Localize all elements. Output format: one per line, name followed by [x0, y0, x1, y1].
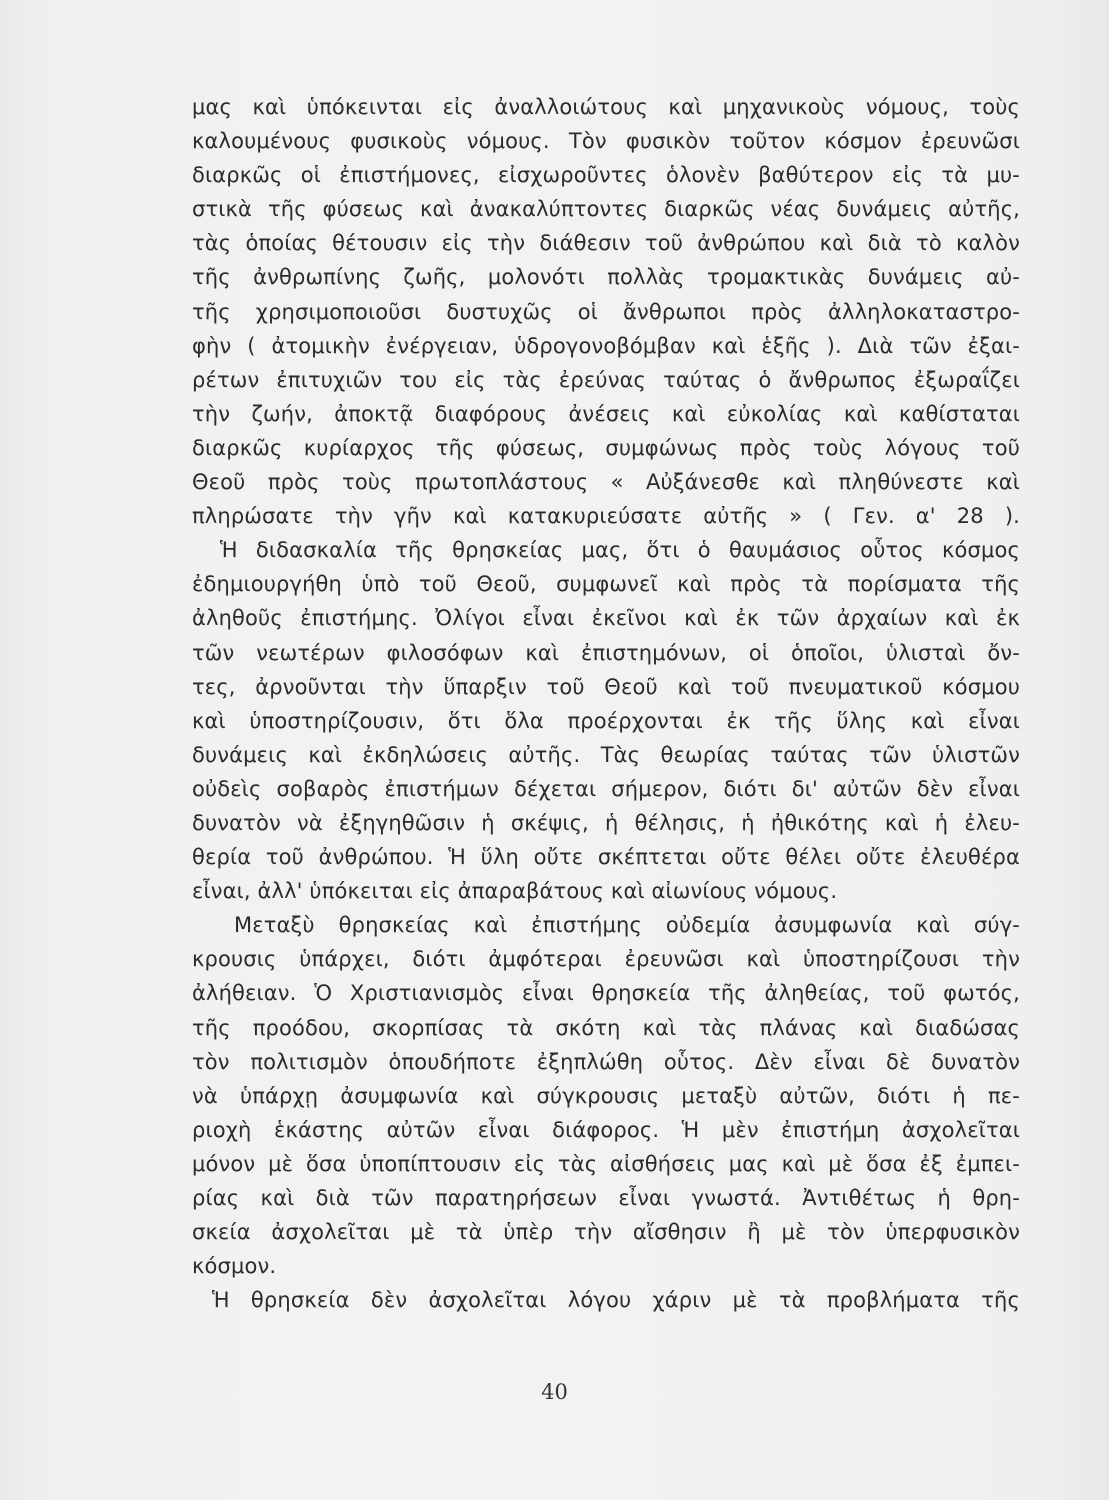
text-line: ἀλήθειαν. Ὁ Χριστιανισμὸς εἶναι θρησκεία τῆς ἀληθείας, τοῦ φωτός, [192, 981, 1020, 1006]
paragraph-start-line: Ἡ θρησκεία δὲν ἀσχολεῖται λόγου χάριν μὲ τὰ προβλήματα τῆς [212, 1288, 1020, 1313]
text-line: διαρκῶς οἱ ἐπιστήμονες, εἰσχωροῦντες ὁλονὲν βαθύτερον εἰς τὰ μυ- [192, 163, 1020, 188]
text-line: ἀληθοῦς ἐπιστήμης. Ὀλίγοι εἶναι ἐκεῖνοι καὶ ἐκ τῶν ἀρχαίων καὶ ἐκ [192, 606, 1020, 631]
text-line: δυνάμεις καὶ ἐκδηλώσεις αὐτῆς. Τὰς θεωρίας ταύτας τῶν ὑλιστῶν [192, 742, 1020, 767]
text-line: κρουσις ὑπάρχει, διότι ἀμφότεραι ἐρευνῶσι καὶ ὑποστηρίζουσι τὴν [192, 947, 1020, 972]
text-line: τῶν νεωτέρων φιλοσόφων καὶ ἐπιστημόνων, οἱ ὁποῖοι, ὑλισταὶ ὄν- [192, 640, 1020, 665]
text-line: τὸν πολιτισμὸν ὁπουδήποτε ἐξηπλώθη οὗτος. Δὲν εἶναι δὲ δυνατὸν [192, 1049, 1020, 1074]
paragraph-end-line: κόσμον. [192, 1254, 277, 1279]
text-line: τες, ἀρνοῦνται τὴν ὕπαρξιν τοῦ Θεοῦ καὶ τοῦ πνευματικοῦ κόσμου [192, 674, 1020, 699]
text-line: τῆς χρησιμοποιοῦσι δυστυχῶς οἱ ἄνθρωποι πρὸς ἀλληλοκαταστρο- [192, 299, 1020, 324]
page-number: 40 [541, 1380, 568, 1404]
text-line: οὐδεὶς σοβαρὸς ἐπιστήμων δέχεται σήμερον, διότι δι' αὐτῶν δὲν εἶναι [192, 776, 1020, 801]
text-line: στικὰ τῆς φύσεως καὶ ἀνακαλύπτοντες διαρκῶς νέας δυνάμεις αὐτῆς, [192, 197, 1020, 222]
text-line: διαρκῶς κυρίαρχος τῆς φύσεως, συμφώνως πρὸς τοὺς λόγους τοῦ [192, 435, 1020, 460]
text-line: ἐδημιουργήθη ὑπὸ τοῦ Θεοῦ, συμφωνεῖ καὶ πρὸς τὰ πορίσματα τῆς [192, 572, 1020, 597]
text-line: τὰς ὁποίας θέτουσιν εἰς τὴν διάθεσιν τοῦ ἀνθρώπου καὶ διὰ τὸ καλὸν [192, 231, 1020, 256]
paragraph-start-line: Μεταξὺ θρησκείας καὶ ἐπιστήμης οὐδεμία ἀσυμφωνία καὶ σύγ- [234, 913, 1020, 938]
text-line: φὴν ( ἀτομικὴν ἐνέργειαν, ὑδρογονοβόμβαν καὶ ἑξῆς ). Διὰ τῶν ἐξαι- [192, 333, 1020, 358]
text-line: μόνον μὲ ὅσα ὑποπίπτουσιν εἰς τὰς αἰσθήσεις μας καὶ μὲ ὅσα ἐξ ἐμπει- [192, 1151, 1020, 1176]
text-line: δυνατὸν νὰ ἐξηγηθῶσιν ἡ σκέψις, ἡ θέλησις, ἡ ἠθικότης καὶ ἡ ἐλευ- [192, 810, 1020, 835]
text-line: καὶ ὑποστηρίζουσιν, ὅτι ὅλα προέρχονται ἐκ τῆς ὕλης καὶ εἶναι [192, 708, 1020, 733]
paragraph-end-line: εἶναι, ἀλλ' ὑπόκειται εἰς ἀπαραβάτους καὶ αἰωνίους νόμους. [192, 879, 838, 904]
text-line: πληρώσατε τὴν γῆν καὶ κατακυριεύσατε αὐτῆς » ( Γεν. α' 28 ). [192, 504, 1020, 529]
text-line: ριοχὴ ἑκάστης αὐτῶν εἶναι διάφορος. Ἡ μὲν ἐπιστήμη ἀσχολεῖται [192, 1117, 1020, 1142]
text-line: τὴν ζωήν, ἀποκτᾷ διαφόρους ἀνέσεις καὶ εὐκολίας καὶ καθίσταται [192, 401, 1020, 426]
text-line: θερία τοῦ ἀνθρώπου. Ἡ ὕλη οὔτε σκέπτεται οὔτε θέλει οὔτε ἐλευθέρα [192, 845, 1020, 870]
body-text [192, 90, 1020, 1317]
paragraph-start-line: Ἡ διδασκαλία τῆς θρησκείας μας, ὅτι ὁ θαυμάσιος οὗτος κόσμος [220, 538, 1020, 563]
text-line: Θεοῦ πρὸς τοὺς πρωτοπλάστους « Αὐξάνεσθε καὶ πληθύνεστε καὶ [192, 470, 1020, 495]
text-line: νὰ ὑπάρχῃ ἀσυμφωνία καὶ σύγκρουσις μεταξὺ αὐτῶν, διότι ἡ πε- [192, 1083, 1020, 1108]
text-line: ρέτων ἐπιτυχιῶν του εἰς τὰς ἐρεύνας ταύτας ὁ ἄνθρωπος ἐξωραΐζει [192, 367, 1020, 392]
text-line: σκεία ἀσχολεῖται μὲ τὰ ὑπὲρ τὴν αἴσθησιν ἢ μὲ τὸν ὑπερφυσικὸν [192, 1220, 1020, 1245]
text-line: τῆς ἀνθρωπίνης ζωῆς, μολονότι πολλὰς τρομακτικὰς δυνάμεις αὐ- [192, 265, 1020, 290]
text-line: μας καὶ ὑπόκεινται εἰς ἀναλλοιώτους καὶ μηχανικοὺς νόμους, τοὺς [192, 95, 1020, 119]
text-line: ρίας καὶ διὰ τῶν παρατηρήσεων εἶναι γνωστά. Ἀντιθέτως ἡ θρη- [192, 1186, 1020, 1210]
text-line: τῆς προόδου, σκορπίσας τὰ σκότη καὶ τὰς πλάνας καὶ διαδώσας [192, 1015, 1020, 1040]
text-line: καλουμένους φυσικοὺς νόμους. Τὸν φυσικὸν τοῦτον κόσμον ἐρευνῶσι [192, 129, 1020, 154]
